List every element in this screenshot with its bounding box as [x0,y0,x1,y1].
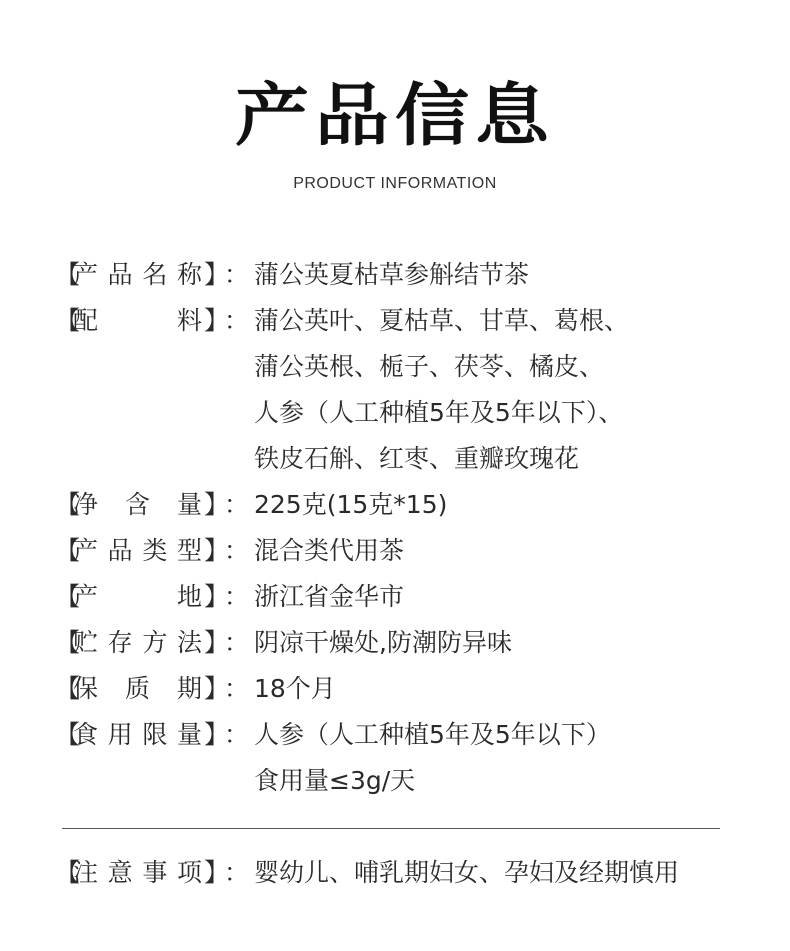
colon: ： [224,674,250,703]
label-char: 品 [107,260,133,289]
label-char: 产 [73,582,99,611]
label-char: 地 [176,582,202,611]
close-bracket: 】 [204,260,230,289]
info-label [55,528,230,574]
close-bracket: 】 [204,582,230,611]
info-value [246,620,755,666]
info-row-intake-limit [55,712,755,804]
info-label [55,712,230,758]
info-label [55,482,230,528]
close-bracket: 】 [204,858,230,887]
info-row-product-name [55,252,755,298]
label-char: 净 [73,490,99,519]
label-char: 注 [73,858,99,887]
info-row-notice [55,850,755,896]
info-row-origin [55,574,755,620]
info-label [55,298,230,344]
info-value [246,850,755,896]
info-label [55,252,230,298]
info-value [246,574,755,620]
colon: ： [224,628,250,657]
label-char: 配 [73,306,99,335]
value-line: 225克(15克*15) [254,490,448,519]
info-label [55,620,230,666]
label-char: 贮 [73,628,99,657]
info-row-product-type [55,528,755,574]
label-text [71,620,204,666]
info-value [246,528,755,574]
open-bracket: 【 [55,628,81,657]
label-char: 食 [73,720,99,749]
colon: ： [224,490,250,519]
value-line: 混合类代用茶 [254,536,405,565]
info-row-ingredients [55,298,755,482]
label-char: 限 [142,720,168,749]
close-bracket: 】 [204,628,230,657]
value-line: 蒲公英根、栀子、茯苓、橘皮、 [254,352,605,381]
info-value [246,482,755,528]
label-char: 称 [176,260,202,289]
value-line: 阴凉干燥处,防潮防异味 [254,628,512,657]
label-char: 品 [107,536,133,565]
info-label [55,850,230,896]
label-char: 方 [142,628,168,657]
value-line: 18个月 [254,674,336,703]
close-bracket: 】 [204,720,230,749]
label-char: 含 [124,490,150,519]
value-line: 食用量≤3g/天 [254,766,416,795]
open-bracket: 【 [55,536,81,565]
colon: ： [224,582,250,611]
label-char: 料 [176,306,202,335]
open-bracket: 【 [55,720,81,749]
label-char: 项 [176,858,202,887]
info-row-storage [55,620,755,666]
colon: ： [224,306,250,335]
close-bracket: 】 [204,674,230,703]
page-subtitle: PRODUCT INFORMATION [293,175,497,192]
label-text [71,482,204,528]
label-char: 量 [176,720,202,749]
close-bracket: 】 [204,490,230,519]
info-label [55,666,230,712]
label-text [71,666,204,712]
close-bracket: 】 [204,306,230,335]
label-char: 保 [73,674,99,703]
label-text [71,574,204,620]
open-bracket: 【 [55,260,81,289]
label-char: 类 [142,536,168,565]
label-text [71,298,204,344]
label-text [71,850,204,896]
info-value [246,666,755,712]
colon: ： [224,260,250,289]
label-char: 产 [73,260,99,289]
divider [62,828,720,829]
label-char: 存 [107,628,133,657]
product-info-list [55,252,755,804]
value-line: 铁皮石斛、红枣、重瓣玫瑰花 [254,444,580,473]
open-bracket: 【 [55,858,81,887]
label-char: 法 [176,628,202,657]
notice-section [55,850,755,896]
value-line: 人参（人工种植5年及5年以下）、 [254,398,624,427]
label-char: 名 [142,260,168,289]
colon: ： [224,536,250,565]
value-line: 蒲公英叶、夏枯草、甘草、葛根、 [254,306,630,335]
open-bracket: 【 [55,674,81,703]
info-value [246,252,755,298]
label-char: 用 [107,720,133,749]
info-value [246,712,755,804]
value-line: 婴幼儿、哺乳期妇女、孕妇及经期慎用 [254,858,680,887]
info-value [246,298,755,482]
page-title: 产品信息 [235,76,555,156]
label-text [71,528,204,574]
label-char: 型 [176,536,202,565]
colon: ： [224,720,250,749]
label-char: 意 [107,858,133,887]
info-label [55,574,230,620]
value-line: 蒲公英夏枯草参斛结节茶 [254,260,530,289]
open-bracket: 【 [55,306,81,335]
value-line: 浙江省金华市 [254,582,405,611]
info-row-net-weight [55,482,755,528]
info-row-shelf-life [55,666,755,712]
value-line: 人参（人工种植5年及5年以下） [254,720,611,749]
open-bracket: 【 [55,490,81,519]
close-bracket: 】 [204,536,230,565]
label-char: 事 [142,858,168,887]
label-char: 量 [176,490,202,519]
label-char: 质 [124,674,150,703]
label-text [71,252,204,298]
open-bracket: 【 [55,582,81,611]
label-char: 产 [73,536,99,565]
colon: ： [224,858,250,887]
label-text [71,712,204,758]
label-char: 期 [176,674,202,703]
